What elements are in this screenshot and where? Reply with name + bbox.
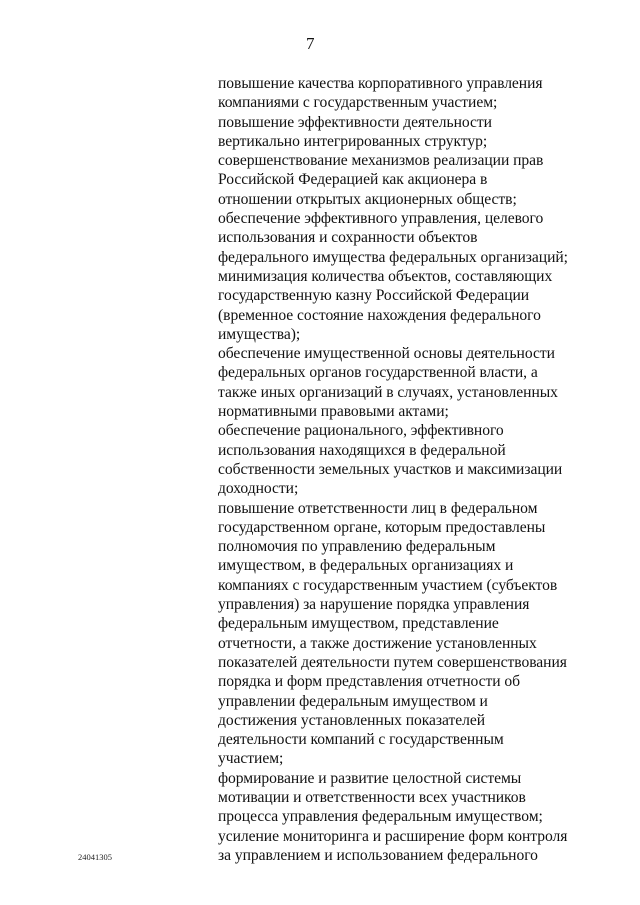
text-line: нормативными правовыми актами; — [218, 403, 449, 421]
text-line: отношении открытых акционерных обществ; — [218, 190, 517, 208]
text-line: минимизация количества объектов, составляющих — [218, 267, 553, 285]
text-line: процесса управления федеральным имуществом; — [218, 808, 543, 826]
text-line: собственности земельных участков и максимизации — [218, 460, 563, 478]
text-line: федеральным имуществом, представление — [218, 615, 499, 633]
text-line: имуществом, в федеральных организациях и — [218, 557, 514, 575]
document-body — [218, 74, 568, 865]
text-line: повышение ответственности лиц в федеральном — [218, 499, 538, 517]
text-line: повышение эффективности деятельности — [218, 113, 492, 131]
text-line: государственную казну Российской Федерации — [218, 287, 530, 305]
text-line: деятельности компаний с государственным — [218, 731, 504, 749]
text-line: порядка и форм представления отчетности об — [218, 673, 521, 691]
text-line: государственном органе, которым предоставлены — [218, 518, 546, 536]
text-line: совершенствование механизмов реализации прав — [218, 152, 544, 170]
text-line: компаниях с государственным участием (субъектов — [218, 576, 558, 594]
text-line: за управлением и использованием федерального — [218, 846, 538, 864]
text-line: (временное состояние нахождения федерального — [218, 306, 541, 324]
text-line: компаниями с государственным участием; — [218, 94, 498, 112]
text-line: участием; — [218, 750, 284, 768]
text-line: также иных организаций в случаях, установленных — [218, 383, 558, 401]
page-number: 7 — [306, 34, 315, 53]
text-line: мотивации и ответственности всех участников — [218, 788, 526, 806]
text-line: использования и сохранности объектов — [218, 229, 478, 247]
text-line: федерального имущества федеральных организаций; — [218, 248, 568, 266]
text-line: управления) за нарушение порядка управления — [218, 596, 530, 614]
text-line: обеспечение имущественной основы деятельности — [218, 345, 555, 363]
text-line: Российской Федерацией как акционера в — [218, 171, 488, 189]
text-line: отчетности, а также достижение установленных — [218, 634, 537, 652]
text-line: обеспечение эффективного управления, целевого — [218, 210, 544, 228]
text-line: обеспечение рационального, эффективного — [218, 422, 504, 440]
text-line: достижения установленных показателей — [218, 711, 486, 729]
text-line: усиление мониторинга и расширение форм контроля — [218, 827, 568, 845]
text-line: вертикально интегрированных структур; — [218, 132, 488, 150]
text-line: полномочия по управлению федеральным — [218, 538, 496, 556]
text-line: формирование и развитие целостной системы — [218, 769, 522, 787]
text-line: показателей деятельности путем совершенствования — [218, 653, 567, 671]
text-line: управлении федеральным имуществом и — [218, 692, 488, 710]
footer-document-code: 24041305 — [78, 852, 112, 862]
text-line: использования находящихся в федеральной — [218, 441, 506, 459]
text-line: федеральных органов государственной власти, а — [218, 364, 538, 382]
text-line: доходности; — [218, 480, 299, 498]
text-line: имущества); — [218, 325, 301, 343]
text-line: повышение качества корпоративного управления — [218, 75, 543, 92]
